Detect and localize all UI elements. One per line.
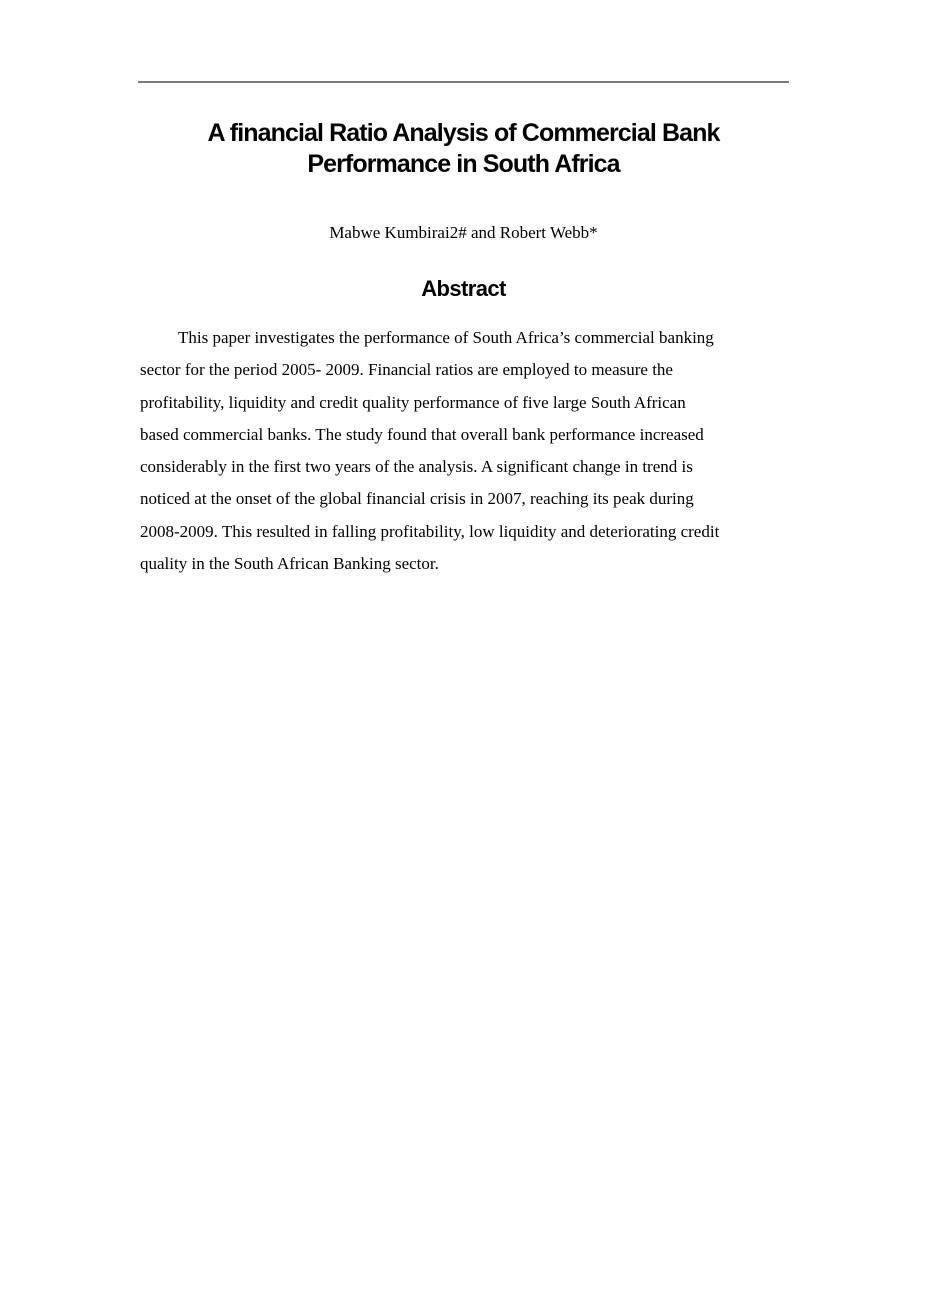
abstract-line-8: quality in the South African Banking sector.	[140, 554, 439, 574]
abstract-line-4: based commercial banks. The study found that overall bank performance increased	[140, 424, 704, 444]
abstract-line-7: 2008-2009. This resulted in falling profitability, low liquidity and deteriorating credit	[140, 521, 720, 541]
abstract-heading: Abstract	[421, 276, 506, 301]
abstract-line-5: considerably in the first two years of the analysis. A significant change in trend is	[140, 457, 693, 477]
abstract-line-3: profitability, liquidity and credit quality performance of five large South African	[140, 392, 686, 412]
abstract-line-1: This paper investigates the performance of South Africa’s commercial banking	[178, 328, 714, 347]
paper-title	[138, 118, 789, 180]
abstract-line-6: noticed at the onset of the global financial crisis in 2007, reaching its peak during	[140, 489, 694, 509]
paper-authors: Mabwe Kumbirai2# and Robert Webb*	[329, 223, 598, 242]
abstract-text	[140, 322, 785, 580]
paper-title-line-2: Performance in South Africa	[307, 150, 620, 178]
abstract-line-2: sector for the period 2005- 2009. Financial ratios are employed to measure the	[140, 360, 673, 380]
paper-title-line-1: A financial Ratio Analysis of Commercial Bank	[207, 119, 720, 147]
header-rule	[138, 81, 789, 83]
